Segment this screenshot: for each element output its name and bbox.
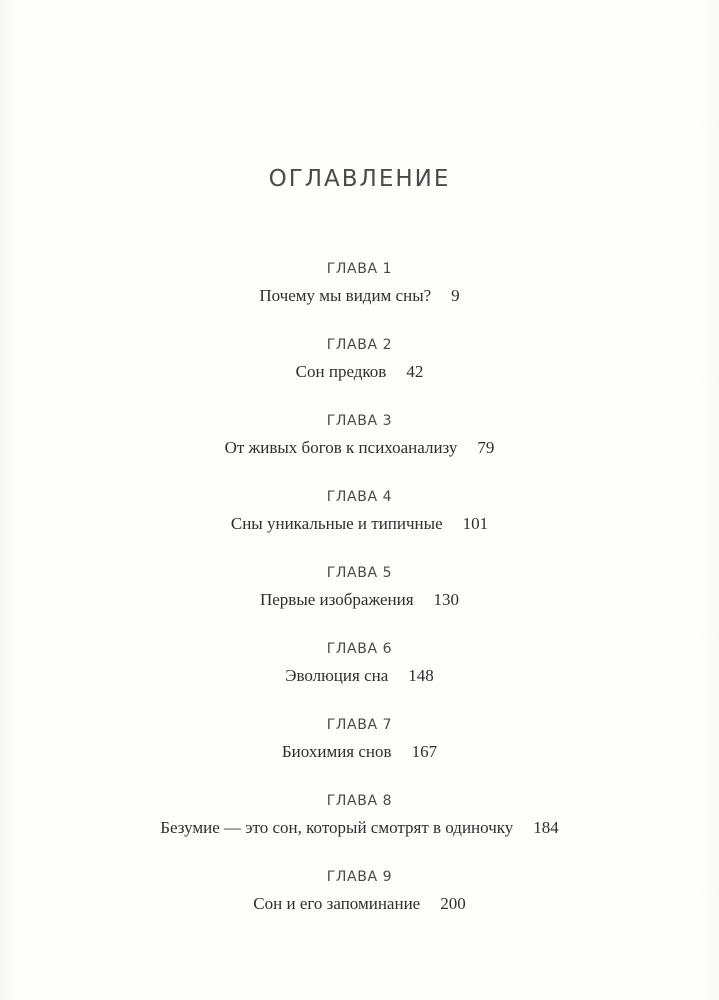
chapter-page-number: 167 [411, 742, 438, 761]
chapter-label: ГЛАВА 4 [326, 489, 393, 505]
chapter-page-number: 101 [462, 514, 489, 533]
chapter-page-number: 200 [440, 894, 466, 913]
toc-entry [0, 791, 719, 839]
chapter-line [0, 361, 719, 383]
chapter-title: Безумие — это сон, который смотрят в одиночку [160, 818, 514, 837]
chapter-page-number: 42 [406, 362, 424, 381]
chapter-title: Биохимия снов [281, 742, 392, 761]
chapter-title: От живых богов к психоанализу [224, 438, 458, 457]
toc-entry [0, 259, 719, 307]
chapter-page-number: 130 [433, 590, 460, 609]
chapter-label: ГЛАВА 1 [326, 261, 393, 277]
chapter-line [0, 817, 719, 839]
chapter-label: ГЛАВА 2 [326, 337, 393, 353]
toc-entry [0, 411, 719, 459]
chapter-line [0, 741, 719, 763]
chapter-label: ГЛАВА 8 [326, 793, 393, 809]
chapter-label: ГЛАВА 6 [326, 641, 393, 657]
chapter-label: ГЛАВА 5 [326, 565, 393, 581]
chapter-page-number: 9 [451, 286, 460, 305]
toc-entry [0, 639, 719, 687]
chapter-title: Сон предков [295, 362, 387, 381]
chapter-title: Почему мы видим сны? [259, 286, 432, 305]
toc-entry [0, 335, 719, 383]
chapter-page-number: 148 [408, 666, 434, 685]
page-title: ОГЛАВЛЕНИЕ [268, 166, 451, 192]
chapter-line [0, 285, 719, 307]
toc-entry [0, 563, 719, 611]
chapter-title: Первые изображения [259, 590, 414, 609]
toc-entry [0, 487, 719, 535]
chapter-page-number: 79 [477, 438, 495, 457]
chapter-line [0, 893, 719, 915]
chapter-line [0, 437, 719, 459]
chapter-label: ГЛАВА 9 [326, 869, 393, 885]
chapter-line [0, 589, 719, 611]
toc-entry [0, 867, 719, 915]
chapter-line [0, 665, 719, 687]
toc-entry [0, 715, 719, 763]
chapter-title: Эволюция сна [285, 666, 389, 685]
chapter-title: Сон и его запоминание [253, 894, 421, 913]
chapter-page-number: 184 [533, 818, 559, 837]
chapter-line [0, 513, 719, 535]
chapter-label: ГЛАВА 3 [326, 413, 393, 429]
chapter-title: Сны уникальные и типичные [230, 514, 443, 533]
chapter-label: ГЛАВА 7 [326, 717, 393, 733]
